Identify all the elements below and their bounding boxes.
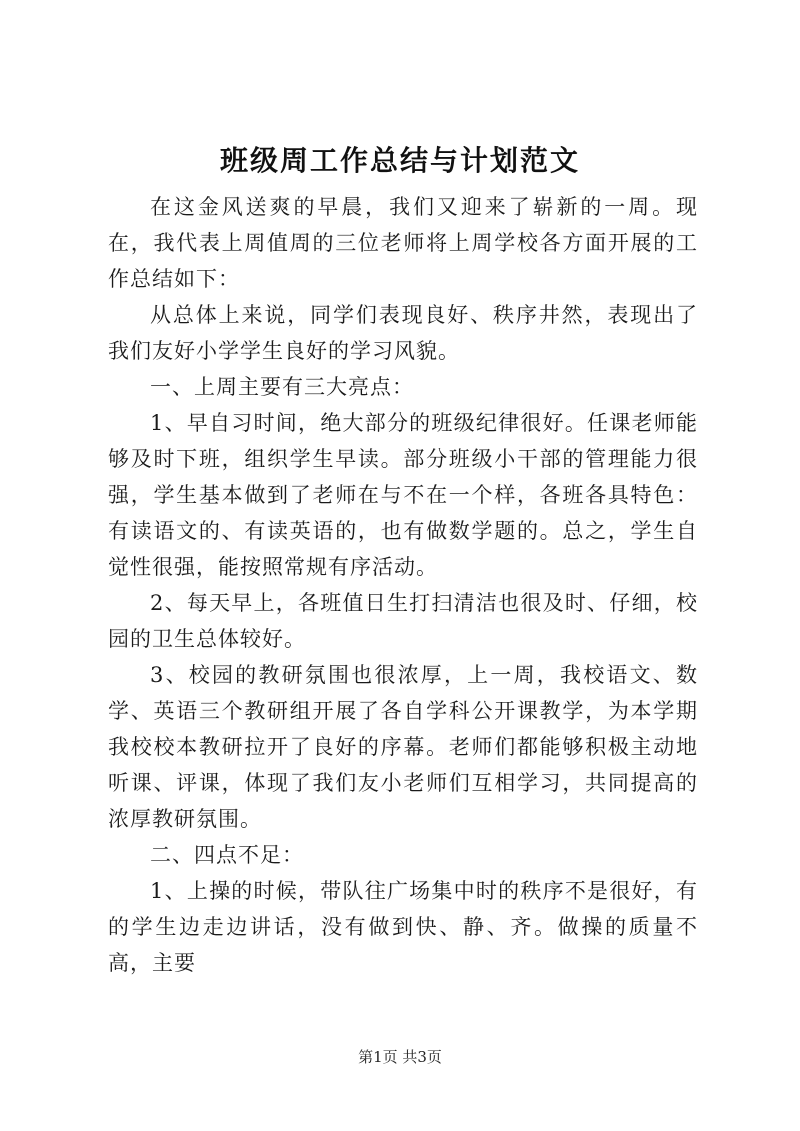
paragraph: 1、上操的时候，带队往广场集中时的秩序不是很好，有的学生边走边讲话，没有做到快、静、齐。做操的质量不高，主要 [108,879,698,975]
paragraph: 2、每天早上，各班值日生打扫清洁也很及时、仔细，校园的卫生总体较好。 [108,591,698,651]
paragraph: 从总体上来说，同学们表现良好、秩序井然，表现出了我们友好小学学生良好的学习风貌。 [108,303,698,363]
document-title: 班级周工作总结与计划范文 [219,144,580,177]
page-footer: 第1页 共3页 [358,1048,442,1066]
section-heading: 二、四点不足： [150,843,304,867]
paragraph: 在这金风送爽的早晨，我们又迎来了崭新的一周。现在，我代表上周值周的三位老师将上周学校各方面开展的工作总结如下： [108,195,698,291]
document-body [108,189,698,981]
section-heading: 一、上周主要有三大亮点： [150,375,414,399]
paragraph: 3、校园的教研氛围也很浓厚，上一周，我校语文、数学、英语三个教研组开展了各自学科公开课教学，为本学期我校校本教研拉开了良好的序幕。老师们都能够积极主动地听课、评课，体现了我们友小老师们互相学习，共同提高的浓厚教研氛围。 [108,663,698,831]
paragraph: 1、早自习时间，绝大部分的班级纪律很好。任课老师能够及时下班，组织学生早读。部分班级小干部的管理能力很强，学生基本做到了老师在与不在一个样，各班各具特色：有读语文的、有读英语的，也有做数学题的。总之，学生自觉性很强，能按照常规有序活动。 [108,411,698,579]
